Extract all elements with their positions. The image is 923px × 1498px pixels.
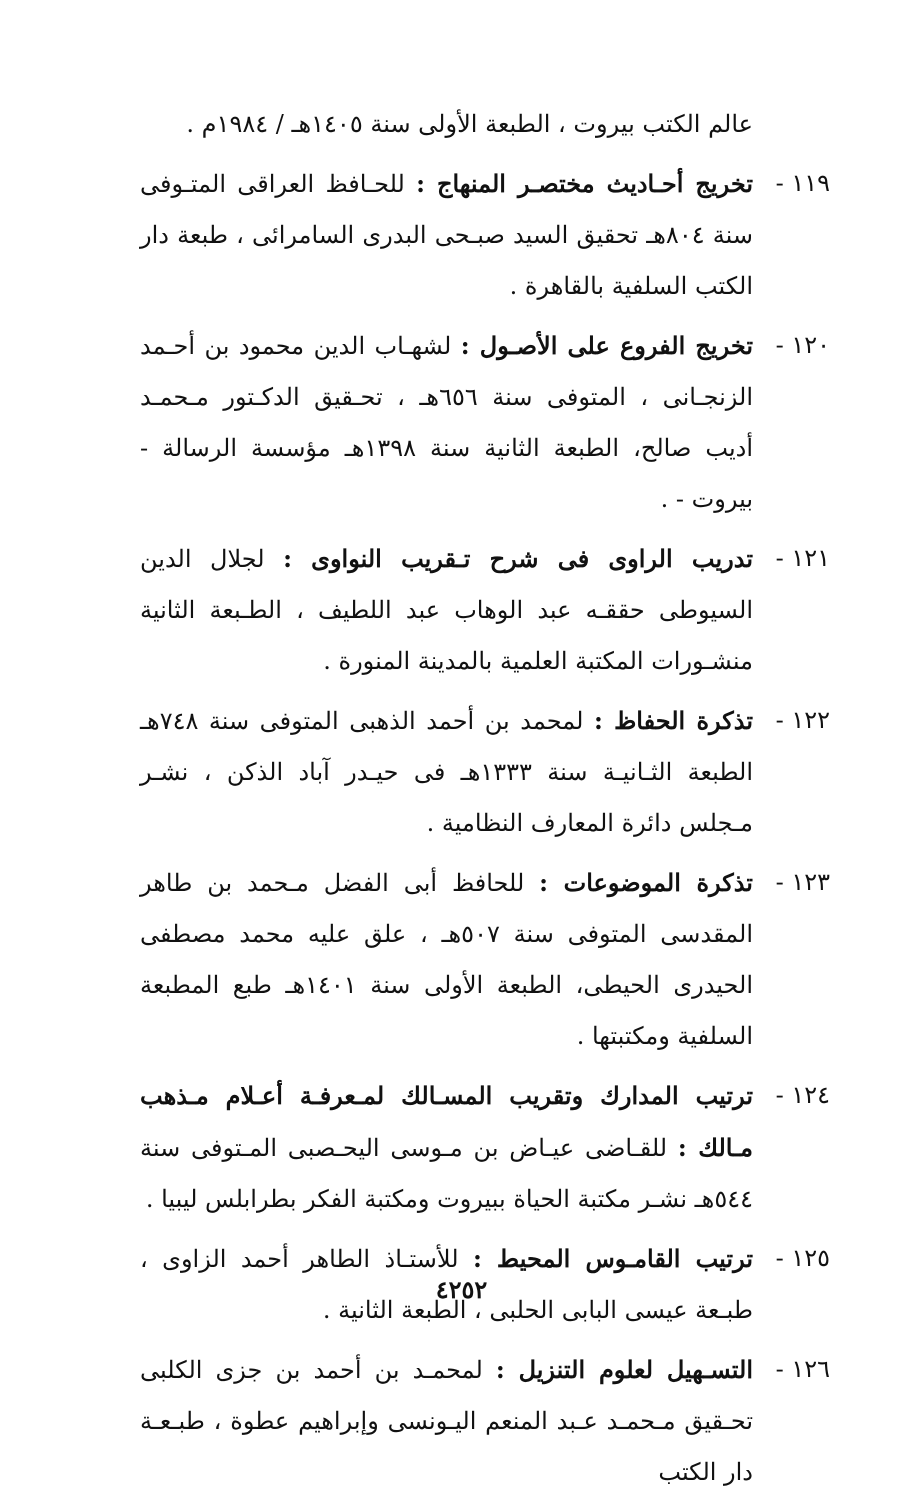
- continuation-text: عالم الكتب بيروت ، الطبعة الأولى سنة ١٤٠٥هـ / ١٩٨٤م .: [186, 110, 753, 138]
- entry-text: للقـاضى عيـاض بن مـوسى اليحـصبى المـتوفى سنة ٥٤٤هـ نشـر مكتبة الحياة ببيروت ومكتبة الفكر بطرابلس ليبيا .: [140, 1134, 753, 1213]
- entry-number: ١٢٤ -: [775, 1081, 830, 1109]
- bibliography-entry-122: [140, 695, 830, 849]
- entry-title: تدريب الراوى فى شرح تـقريب النواوى :: [283, 544, 753, 573]
- entry-text: لجلال الدين السيوطى حققـه عبد الوهاب عبد اللطيف ، الطـبعة الثانية منشـورات المكتبة العلمية بالمدينة المنورة .: [140, 545, 753, 675]
- bibliography-entry-124: [140, 1070, 830, 1225]
- bibliography-entry-123: [140, 857, 830, 1062]
- entry-text: للحافظ أبى الفضل مـحمد بن طاهر المقدسى المتوفى سنة ٥٠٧هـ ، علق عليه محمد مصطفى الحيدرى الحيطى، الطبعة الأولى سنة ١٤٠١هـ طبع المطبعة السلفية ومكتبتها .: [140, 869, 754, 1050]
- entry-number: ١٢٦ -: [775, 1355, 830, 1383]
- entry-body: [140, 857, 753, 1062]
- bibliography-entry-121: [140, 533, 830, 687]
- bibliography-entry-126: [140, 1344, 830, 1498]
- entry-text: للحـافظ العراقى المتـوفى سنة ٨٠٤هـ تحقيق السيد صبـحى البدرى السامرائى ، طبعة دار الكتب السلفية بالقاهرة .: [140, 170, 753, 300]
- entry-number: ١٢١ -: [775, 544, 830, 572]
- page-number: ٤٢٥٢: [435, 1275, 488, 1304]
- entry-text: لمحمـد بن أحمد بن جزى الكلبى تحـقيق مـحمـد عـبد المنعم اليـونسى وإبراهيم عطوة ، طبـعـة دار الكتب: [140, 1356, 753, 1486]
- entry-number: ١٢٢ -: [775, 706, 830, 734]
- entry-number: ١٢٣ -: [775, 868, 830, 896]
- entry-text: لمحمد بن أحمد الذهبى المتوفى سنة ٧٤٨هـ الطبعة الثـانيـة سنة ١٣٣٣هـ فى حيـدر آباد الذكن ، نشـر مـجلس دائرة المعارف النظامية .: [140, 707, 753, 837]
- entry-text: لشهـاب الدين محمود بن أحـمد الزنجـانى ، المتوفى سنة ٦٥٦هـ ، تحـقيق الدكـتور مـحمـد أديب صالح، الطبعة الثانية سنة ١٣٩٨هـ مؤسسة الرسالة - بيروت - .: [140, 332, 753, 513]
- entry-text: للأستـاذ الطاهر أحمد الزاوى ، طبـعة عيسى البابى الحلبى ، الطبعة الثانية .: [140, 1245, 753, 1324]
- entry-title: تذكرة الحفاظ :: [593, 706, 754, 735]
- entry-number: ١٢٠ -: [775, 331, 830, 359]
- entry-title: تذكرة الموضوعات :: [539, 868, 753, 897]
- entry-title: ترتيب المدارك وتقريب المسـالك لمـعرفـة أعـلام مـذهب مـالك :: [140, 1081, 753, 1162]
- bibliography-entry-119: [140, 158, 830, 312]
- entry-number: ١٢٥ -: [775, 1244, 830, 1272]
- entry-body: [140, 1344, 753, 1498]
- entry-number: ١١٩ -: [775, 169, 830, 197]
- entry-body: [140, 533, 753, 687]
- entry-body: [140, 320, 753, 525]
- entry-title: تخريج أحـاديث مختصـر المنهاج :: [416, 169, 753, 198]
- bibliography-entry-120: [140, 320, 830, 525]
- entry-title: ترتيب القامـوس المحيط :: [472, 1244, 753, 1273]
- entry-body: [140, 695, 753, 849]
- entry-body: [140, 1070, 753, 1225]
- entry-title: تخريج الفروع على الأصـول :: [460, 331, 753, 360]
- entry-title: التسـهيل لعلوم التنزيل :: [495, 1355, 753, 1384]
- entry-body: [140, 158, 753, 312]
